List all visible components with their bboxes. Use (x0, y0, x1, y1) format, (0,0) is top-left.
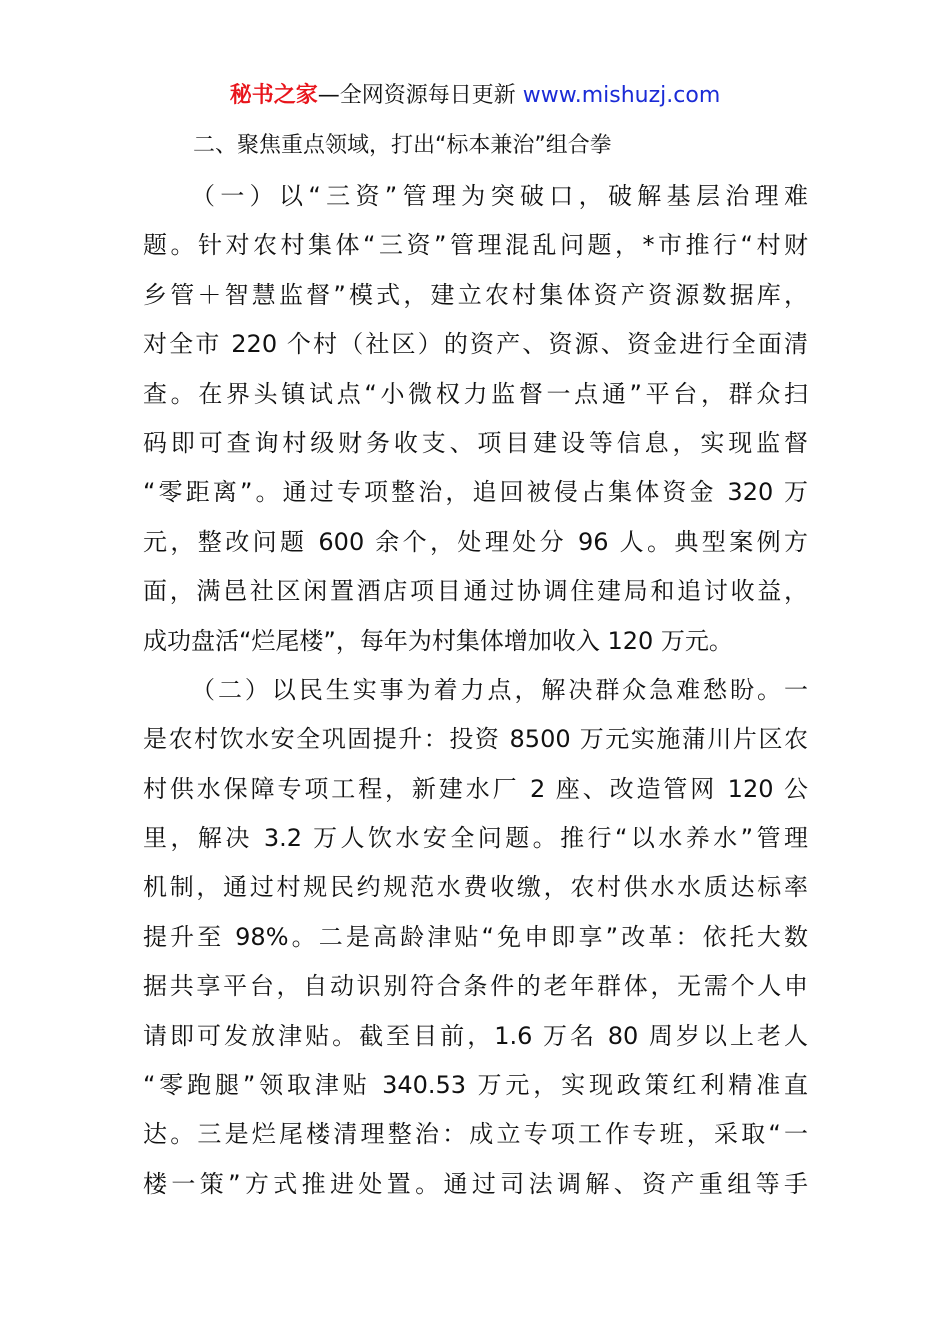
header-tagline: —全网资源每日更新 (317, 83, 523, 108)
text-line: 村供水保障专项工程，新建水厂 2 座、改造管网 120 公 (143, 774, 808, 803)
text-line: 查。在界头镇试点“小微权力监督一点通”平台，群众扫 (143, 379, 808, 408)
brand-name: 秘书之家 (229, 83, 318, 108)
site-header (0, 80, 950, 112)
paragraph-2 (143, 666, 808, 1209)
text-line: 码即可查询村级财务收支、项目建设等信息，实现监督 (143, 428, 808, 457)
text-line: “零跑腿”领取津贴 340.53 万元，实现政策红利精准直 (143, 1071, 808, 1100)
text-line: 楼一策”方式推进处置。通过司法调解、资产重组等手 (143, 1169, 808, 1198)
text-line: 对全市 220 个村（社区）的资产、资源、资金进行全面清 (143, 330, 808, 359)
text-line: 机制，通过村规民约规范水费收缴，农村供水水质达标率 (143, 873, 808, 902)
text-line: 里，解决 3.2 万人饮水安全问题。推行“以水养水”管理 (143, 824, 808, 853)
text-line: 面，满邑社区闲置酒店项目通过协调住建局和追讨收益， (143, 577, 808, 606)
text-line: 据共享平台，自动识别符合条件的老年群体，无需个人申 (143, 972, 808, 1001)
text-line: 元，整改问题 600 余个，处理处分 96 人。典型案例方 (143, 527, 808, 556)
text-line: 题。针对农村集体“三资”管理混乱问题，*市推行“村财 (143, 231, 808, 260)
section-heading: 二、聚焦重点领域，打出“标本兼治”组合拳 (193, 133, 612, 158)
text-line: 达。三是烂尾楼清理整治：成立专项工作专班，采取“一 (143, 1120, 808, 1149)
text-line: “零距离”。通过专项整治，追回被侵占集体资金 320 万 (143, 478, 808, 507)
text-line: 乡管＋智慧监督”模式，建立农村集体资产资源数据库， (143, 280, 808, 309)
body-text (143, 172, 808, 1209)
text-line: （一）以“三资”管理为突破口，破解基层治理难 (191, 182, 808, 210)
text-line: 提升至 98%。二是高龄津贴“免申即享”改革：依托大数 (143, 922, 808, 951)
text-line: （二）以民生实事为着力点，解决群众急难愁盼。一 (191, 675, 808, 704)
paragraph-1 (143, 172, 808, 666)
text-line: 是农村饮水安全巩固提升：投资 8500 万元实施蒲川片区农 (143, 725, 808, 754)
site-url-link[interactable]: www.mishuzj.com (522, 83, 721, 108)
text-line: 请即可发放津贴。截至目前，1.6 万名 80 周岁以上老人 (143, 1021, 808, 1050)
text-line: 成功盘活“烂尾楼”，每年为村集体增加收入 120 万元。 (143, 626, 733, 655)
